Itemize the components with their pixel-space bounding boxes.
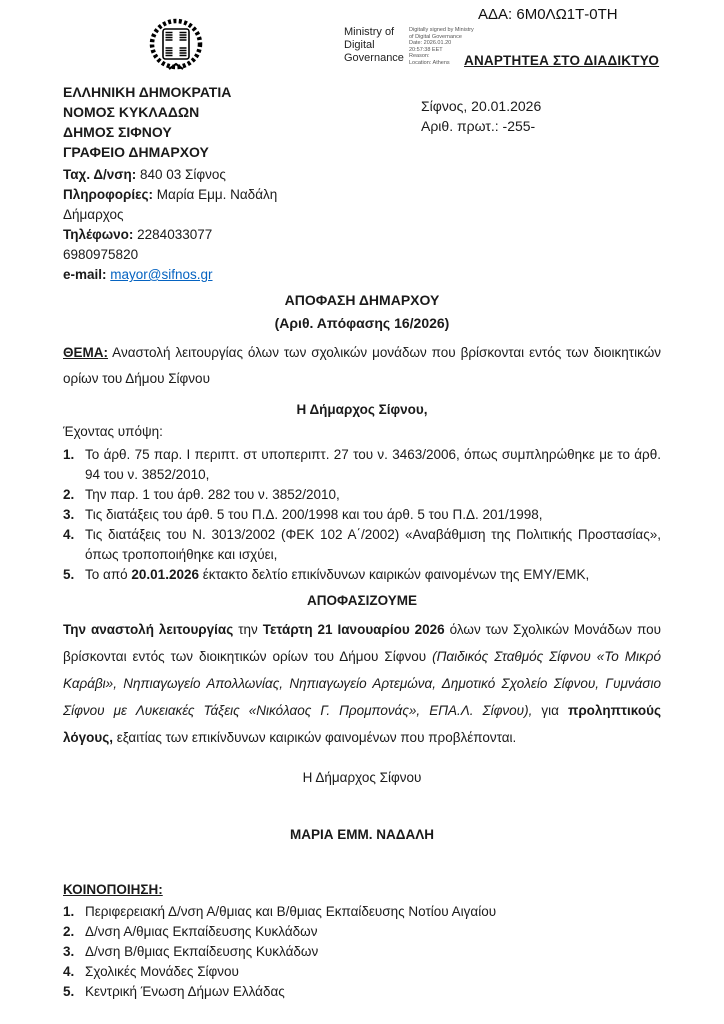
subject-label: ΘΕΜΑ: xyxy=(63,345,108,360)
contact-phone-value: 2284033077 xyxy=(133,227,213,242)
list-number: 5. xyxy=(63,567,75,582)
contact-address-value: 840 03 Σίφνος xyxy=(136,167,226,182)
title-line-1: ΑΠΟΦΑΣΗ ΔΗΜΑΡΧΟΥ xyxy=(284,292,440,308)
contact-phone-label: Τηλέφωνο: xyxy=(63,227,134,242)
legal-basis-item xyxy=(63,445,661,485)
anartitea-label: ΑΝΑΡΤΗΤΕΑ ΣΤΟ ΔΙΑΔΙΚΤΥΟ xyxy=(464,53,660,68)
legal-basis-item xyxy=(63,485,661,505)
list-number: 5. xyxy=(63,984,75,999)
signature-name: ΜΑΡΙΑ ΕΜΜ. ΝΑΔΑΛΗ xyxy=(290,827,434,842)
signature-role: Η Δήμαρχος Σίφνου xyxy=(302,770,422,785)
stamp-line: of Digital Governance xyxy=(409,33,462,40)
protocol-number: Αριθ. πρωτ.: -255- xyxy=(421,118,536,134)
decision-text: όλων των Σχολικών Μονάδων που βρίσκονται εντός των διοικητικών ορίων του Δήμου Σίφνου xyxy=(63,622,662,664)
legal-basis-item xyxy=(63,525,661,565)
list-text-pre: Το από xyxy=(85,567,132,582)
preamble-intro: Έχοντας υπόψη: xyxy=(63,424,163,439)
distribution-item xyxy=(63,942,661,962)
document-title xyxy=(63,289,661,335)
contact-info xyxy=(63,185,661,205)
decision-text: για xyxy=(532,703,568,718)
list-number: 4. xyxy=(63,964,75,979)
legal-basis-item xyxy=(63,565,661,585)
decision-bold-date: Τετάρτη 21 Ιανουαρίου 2026 xyxy=(262,622,445,637)
stamp-line: 20:57:38 EET xyxy=(409,46,443,53)
list-text-post: έκτακτο δελτίο επικίνδυνων καιρικών φαινομένων της ΕΜΥ/ΕΜΚ, xyxy=(198,567,590,582)
decision-text: την xyxy=(233,622,263,637)
stamp-line: Digitally signed by Ministry xyxy=(409,27,474,33)
list-text: Κεντρική Ένωση Δήμων Ελλάδας xyxy=(85,984,285,999)
ministry-line-3: Governance xyxy=(344,52,404,64)
list-number: 1. xyxy=(63,447,75,462)
distribution-list xyxy=(63,902,661,1002)
document-header xyxy=(0,0,724,80)
list-text: Σχολικές Μονάδες Σίφνου xyxy=(85,964,239,979)
list-text: Δ/νση Α/θμιας Εκπαίδευσης Κυκλάδων xyxy=(85,924,318,939)
subject-paragraph xyxy=(63,340,661,392)
ministry-line-2: Digital xyxy=(344,39,375,51)
list-text-date: 20.01.2026 xyxy=(131,567,199,582)
hellenic-republic-emblem-icon xyxy=(146,16,206,74)
distribution-heading: ΚΟΙΝΟΠΟΙΗΣΗ: xyxy=(63,882,163,897)
list-number: 1. xyxy=(63,904,75,919)
list-number: 2. xyxy=(63,924,75,939)
letterhead-republic: ΕΛΛΗΝΙΚΗ ΔΗΜΟΚΡΑΤΙΑ xyxy=(63,84,232,100)
decide-heading: ΑΠΟΦΑΣΙΖΟΥΜΕ xyxy=(307,593,417,608)
list-number: 3. xyxy=(63,944,75,959)
contact-address xyxy=(63,165,661,185)
decision-text: εξαιτίας των επικίνδυνων καιρικών φαινομένων που προβλέπονται. xyxy=(112,730,517,745)
contact-email xyxy=(63,265,661,285)
legal-basis-list xyxy=(63,445,661,585)
letterhead xyxy=(63,82,661,162)
distribution-item xyxy=(63,902,661,922)
ministry-line-1: Ministry of xyxy=(344,26,395,38)
contact-phone xyxy=(63,225,661,245)
decision-bold-reason: προληπτικούς λόγους, xyxy=(63,703,661,745)
email-link[interactable]: mayor@sifnos.gr xyxy=(110,267,213,282)
ministry-signer-block xyxy=(344,26,404,65)
list-text: Δ/νση Β/θμιας Εκπαίδευσης Κυκλάδων xyxy=(85,944,319,959)
decision-paragraph xyxy=(63,616,661,751)
place-date: Σίφνος, 20.01.2026 xyxy=(421,98,542,114)
document-body xyxy=(0,82,724,1002)
list-text: Το άρθ. 75 παρ. Ι περιπτ. στ υποπεριπτ. 27 του ν. 3463/2006, όπως συμπληρώθηκε με το άρθ. 94 του ν. 3852/2010, xyxy=(85,447,661,482)
stamp-line: Date: 2026.01.20 xyxy=(409,40,452,47)
title-line-2: (Αριθ. Απόφασης 16/2026) xyxy=(274,315,450,331)
contact-info-value: Μαρία Εμμ. Ναδάλη xyxy=(153,187,278,202)
list-text: Την παρ. 1 του άρθ. 282 του ν. 3852/2010, xyxy=(85,487,340,502)
decision-bold-suspension: Την αναστολή λειτουργίας xyxy=(63,622,234,637)
distribution-item xyxy=(63,922,661,942)
list-number: 2. xyxy=(63,487,75,502)
contact-mobile: 6980975820 xyxy=(63,247,139,262)
contact-info-label: Πληροφορίες: xyxy=(63,187,154,202)
date-protocol-block xyxy=(421,96,541,136)
letterhead-office: ΓΡΑΦΕΙΟ ΔΗΜΑΡΧΟΥ xyxy=(63,144,209,160)
list-text: Περιφερειακή Δ/νση Α/θμιας και Β/θμιας Εκπαίδευσης Νοτίου Αιγαίου xyxy=(85,904,497,919)
list-number: 3. xyxy=(63,507,75,522)
stamp-line: Reason: xyxy=(409,53,430,60)
contact-info-role: Δήμαρχος xyxy=(63,207,124,222)
subject-text: Αναστολή λειτουργίας όλων των σχολικών μονάδων που βρίσκονται εντός των διοικητικών ορίων του Δήμου Σίφνου xyxy=(63,345,661,386)
contact-email-label: e-mail: xyxy=(63,267,107,282)
contact-block xyxy=(63,165,661,285)
list-text: Τις διατάξεις του άρθ. 5 του Π.Δ. 200/1998 και του άρθ. 5 του Π.Δ. 201/1998, xyxy=(85,507,543,522)
legal-basis-item xyxy=(63,505,661,525)
preamble-heading: Η Δήμαρχος Σίφνου, xyxy=(296,402,428,417)
list-text xyxy=(85,565,661,585)
contact-address-label: Ταχ. Δ/νση: xyxy=(63,167,137,182)
letterhead-municipality: ΔΗΜΟΣ ΣΙΦΝΟΥ xyxy=(63,124,172,140)
letterhead-prefecture: ΝΟΜΟΣ ΚΥΚΛΑΔΩΝ xyxy=(63,104,200,120)
list-number: 4. xyxy=(63,527,75,542)
ada-number: ΑΔΑ: 6Μ0ΛΩ1Τ-0ΤΗ xyxy=(478,6,618,23)
distribution-item xyxy=(63,962,661,982)
decision-schools-list: (Παιδικός Σταθμός Σίφνου «Το Μικρό Καράβι», Νηπιαγωγείο Απολλωνίας, Νηπιαγωγείο Αρτεμώνα, Δημοτικό Σχολείο Σίφνου, Γυμνάσιο Σίφνου με Λυκειακές Τάξεις «Νικόλαος Γ. Προμπονάς», ΕΠΑ.Λ. Σίφνου), xyxy=(63,649,661,718)
stamp-line: Location: Athens xyxy=(409,59,450,66)
list-text: Τις διατάξεις του Ν. 3013/2002 (ΦΕΚ 102 Α΄/2002) «Αναβάθμιση της Πολιτικής Προστασίας», όπως τροποποιήθηκε και ισχύει, xyxy=(85,527,661,562)
distribution-item xyxy=(63,982,661,1002)
